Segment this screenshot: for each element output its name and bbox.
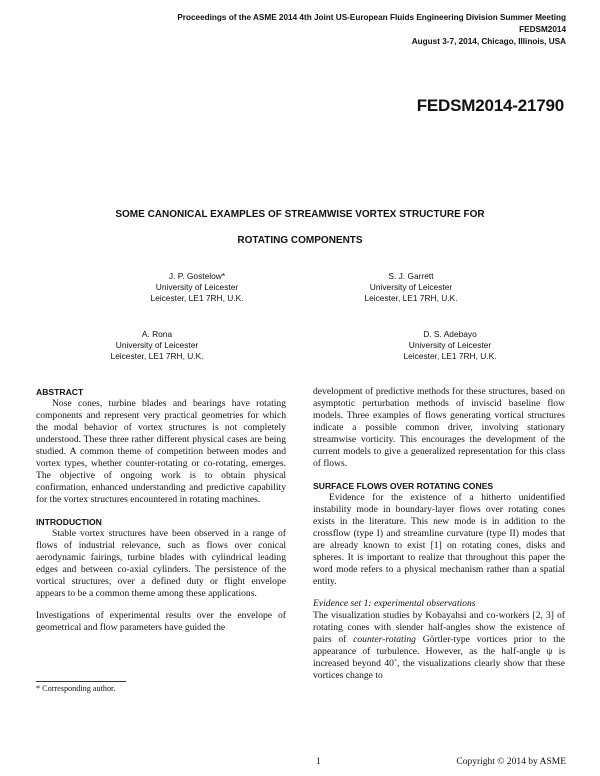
subsection-heading: Evidence set 1: experimental observations bbox=[313, 598, 476, 609]
right-column bbox=[313, 386, 565, 682]
author-name: D. S. Adebayo bbox=[423, 329, 477, 339]
introduction-paragraph: Stable vortex structures have been observed in a range of flows of industrial relevance, such as flows over conical aerodynamic fairings, turbine blades with cylindrical leading edges and between co-axial cylinders. The persistence of the vortical structures, over a defined duty or flight envelope appears to be a common theme among these applications. bbox=[36, 528, 286, 599]
conference-dates-location: August 3-7, 2014, Chicago, Illinois, USA bbox=[411, 37, 566, 46]
author-affiliation: University of Leicester bbox=[115, 340, 199, 350]
author-affiliation: University of Leicester bbox=[408, 340, 492, 350]
author-block bbox=[350, 329, 550, 362]
abstract-text: Nose cones, turbine blades and bearings have rotating components and represent very practical geometries for which the modal behavior of vortex structures is not completely understood. These three rather different physical cases are being studied. A common theme of competition between modes and vortex types, whether counter-rotating or co-rotating, emerges. The objective of ongoing work is to obtain physical confirmation, enhanced understanding and predictive capability for the vortex structures encountered in rotating machines. bbox=[36, 398, 286, 505]
author-block bbox=[57, 329, 257, 362]
author-address: Leicester, LE1 7RH, U.K. bbox=[364, 293, 458, 303]
author-name: S. J. Garrett bbox=[388, 271, 434, 281]
author-block bbox=[97, 271, 297, 304]
subsection-text-italic: counter-rotating bbox=[353, 634, 416, 645]
paper-title-line-2: ROTATING COMPONENTS bbox=[237, 235, 363, 246]
copyright-notice: Copyright © 2014 by ASME bbox=[456, 757, 566, 767]
author-address: Leicester, LE1 7RH, U.K. bbox=[403, 351, 497, 361]
paper-id: FEDSM2014-21790 bbox=[416, 96, 564, 115]
author-affiliation: University of Leicester bbox=[369, 282, 453, 292]
conference-name: Proceedings of the ASME 2014 4th Joint US-European Fluids Engineering Division Summer Meeting bbox=[177, 13, 566, 22]
section-heading: SURFACE FLOWS OVER ROTATING CONES bbox=[313, 481, 494, 491]
subsection-text-part: The visualization studies by Kobayahsi and co-workers [2, 3] of rotating cones with slender half-angles show the existence of pairs of bbox=[313, 610, 565, 645]
author-name: J. P. Gostelow* bbox=[168, 271, 226, 281]
introduction-heading: INTRODUCTION bbox=[36, 517, 102, 527]
paper-title-line-1: SOME CANONICAL EXAMPLES OF STREAMWISE VORTEX STRUCTURE FOR bbox=[115, 209, 485, 220]
subsection-text-part: Görtler-type vortices prior to the appearance of turbulence. However, as the half-angle ψ is increased beyond 40˚, the visualizations clearly show that these vortices change to bbox=[313, 634, 566, 681]
continuation-text: development of predictive methods for these structures, based on asymptotic perturbation methods of inviscid baseline flow models. Three examples of flows generating vortical structures indicate a possible common driver, involving stationary streamwise vorticity. This encourages the development of the current models to give a generalized representation for this class of flows. bbox=[313, 386, 565, 469]
abstract-heading: ABSTRACT bbox=[36, 387, 84, 397]
introduction-paragraph-2: Investigations of experimental results over the envelope of geometrical and flow parameters have guided the bbox=[36, 610, 286, 633]
footnote: * Corresponding author. bbox=[36, 684, 116, 693]
page-number: 1 bbox=[316, 757, 321, 767]
subsection-text bbox=[313, 610, 565, 682]
section-text: Evidence for the existence of a hitherto unidentified instability mode in boundary-layer flows over rotating cones exists in the literature. This new mode is in addition to the crossflow (type I) and streamline curvature (type II) modes that are already known to exist [1] on rotating cones, disks and spheres. It is important to realize that throughout this paper the word mode refers to a physical mechanism rather than a spatial entity. bbox=[313, 492, 565, 587]
author-address: Leicester, LE1 7RH, U.K. bbox=[110, 351, 204, 361]
author-affiliation: University of Leicester bbox=[155, 282, 239, 292]
conference-short-name: FEDSM2014 bbox=[519, 25, 566, 34]
footnote-divider bbox=[36, 681, 126, 682]
left-column bbox=[36, 386, 286, 634]
author-address: Leicester, LE1 7RH, U.K. bbox=[150, 293, 244, 303]
conference-header bbox=[177, 12, 566, 48]
author-name: A. Rona bbox=[141, 329, 173, 339]
author-block bbox=[311, 271, 511, 304]
